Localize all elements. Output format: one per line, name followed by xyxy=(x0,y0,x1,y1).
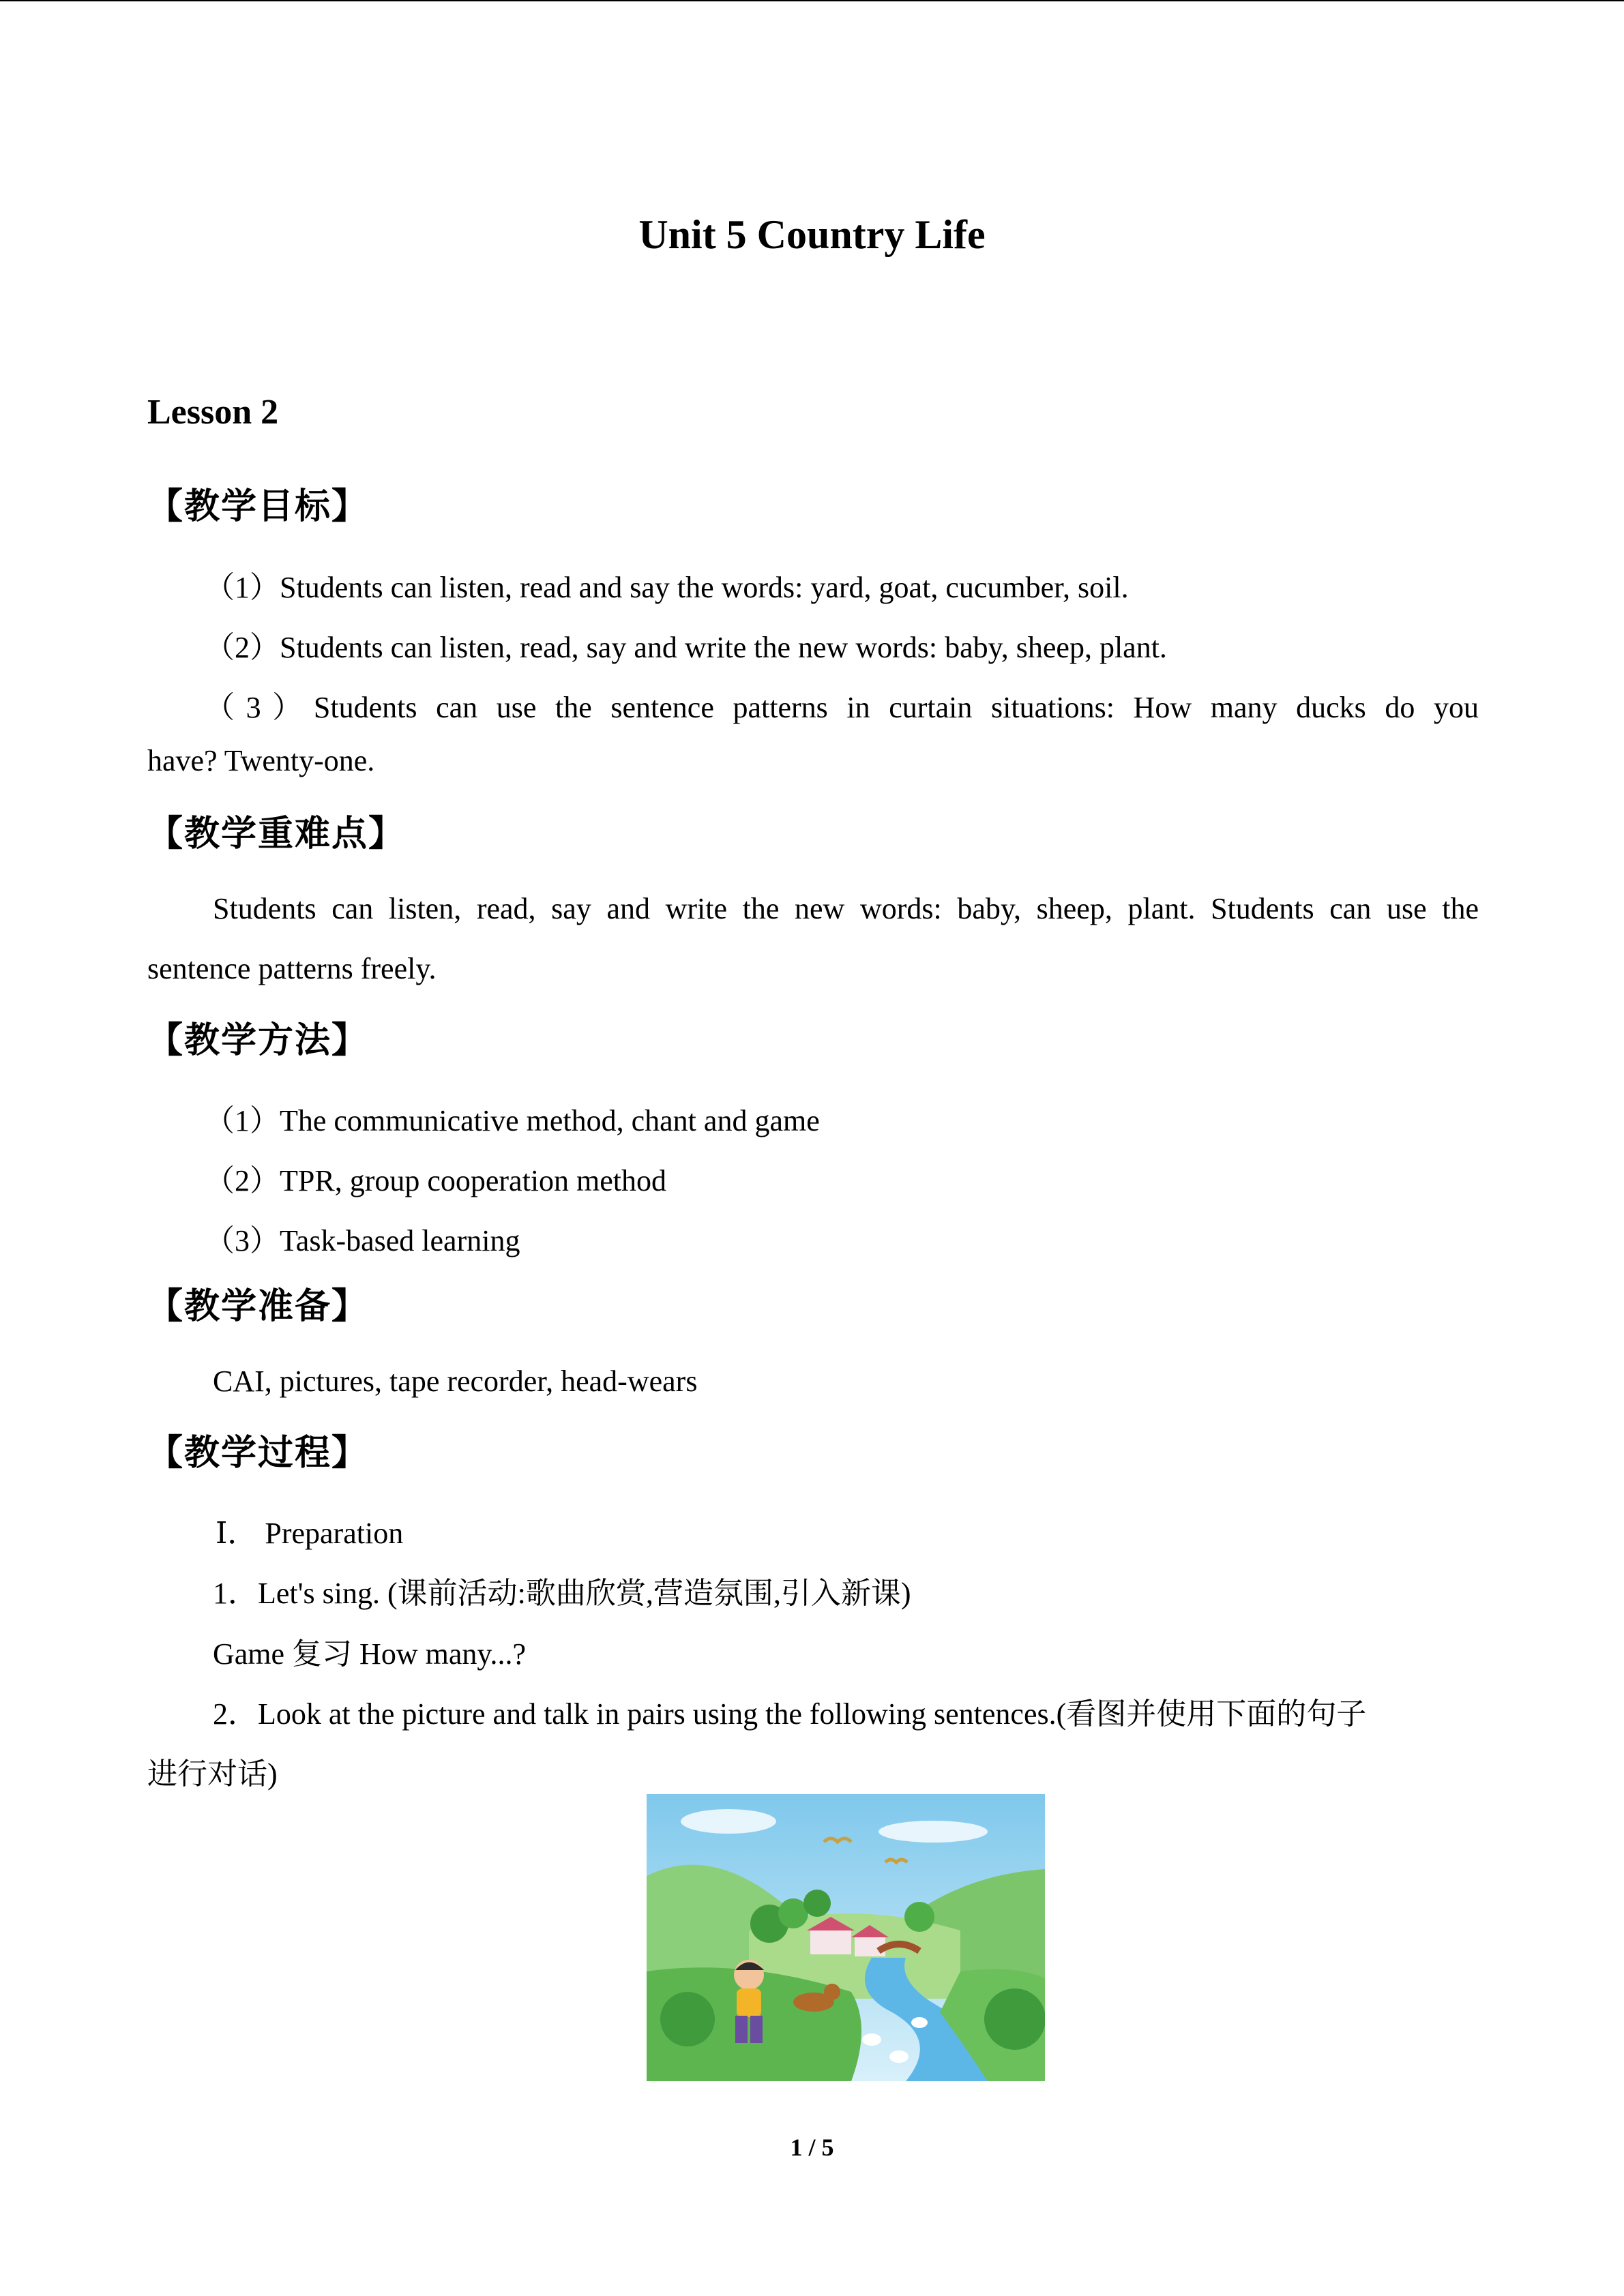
method-1-num: （1） xyxy=(205,1104,280,1137)
method-item-1 xyxy=(205,1096,820,1139)
process-item-1-game: Game 复习 How many...? xyxy=(213,1637,527,1671)
method-2-num: （2） xyxy=(205,1164,280,1197)
key-points-line-1: Students can listen, read, say and write the new words: baby, sheep, plant. Students can use the xyxy=(213,892,1479,925)
method-2-text: TPR, group cooperation method xyxy=(280,1164,667,1197)
process-heading: 【教学过程】 xyxy=(147,1433,369,1474)
method-3-num: （3） xyxy=(205,1224,280,1257)
top-border xyxy=(0,0,1624,1)
objective-2-num: （2） xyxy=(205,631,280,664)
objective-1-num: （1） xyxy=(205,571,280,604)
method-item-2 xyxy=(205,1156,666,1199)
objectives-heading: 【教学目标】 xyxy=(147,486,369,527)
method-1-text: The communicative method, chant and game xyxy=(280,1104,820,1137)
method-3-text: Task-based learning xyxy=(280,1224,520,1257)
objective-1-text: Students can listen, read and say the words: yard, goat, cucumber, soil. xyxy=(280,571,1129,604)
objective-item-2 xyxy=(205,623,1167,666)
objective-3-text: Students can use the sentence patterns in curtain situations: How many ducks do you xyxy=(313,691,1479,724)
lesson-label: Lesson 2 xyxy=(147,393,279,432)
process-item-1: 1．Let's sing. (课前活动:歌曲欣赏,营造氛围,引入新课) xyxy=(213,1577,911,1610)
process-step-preparation: Ⅰ． Preparation xyxy=(216,1517,404,1550)
objective-item-3 xyxy=(205,683,1479,726)
objective-2-text: Students can listen, read, say and write the new words: baby, sheep, plant. xyxy=(280,631,1167,664)
key-points-line-2: sentence patterns freely. xyxy=(147,952,437,985)
preparation-text: CAI, pictures, tape recorder, head-wears xyxy=(213,1365,698,1398)
methods-heading: 【教学方法】 xyxy=(147,1020,369,1061)
country-scene-illustration xyxy=(647,1794,1045,2081)
document-title: Unit 5 Country Life xyxy=(638,212,986,257)
page-number: 1 / 5 xyxy=(790,2134,834,2161)
method-item-3 xyxy=(205,1216,520,1259)
process-item-2: 2．Look at the picture and talk in pairs using the following sentences.(看图并使用下面的句子 xyxy=(213,1697,1367,1731)
objective-item-3-continued: have? Twenty-one. xyxy=(147,744,375,777)
key-points-heading: 【教学重难点】 xyxy=(147,814,406,854)
preparation-heading: 【教学准备】 xyxy=(147,1286,369,1327)
process-item-2-continued: 进行对话) xyxy=(147,1757,278,1791)
objective-item-1 xyxy=(205,563,1129,606)
objective-3-num: （3） xyxy=(205,691,314,724)
